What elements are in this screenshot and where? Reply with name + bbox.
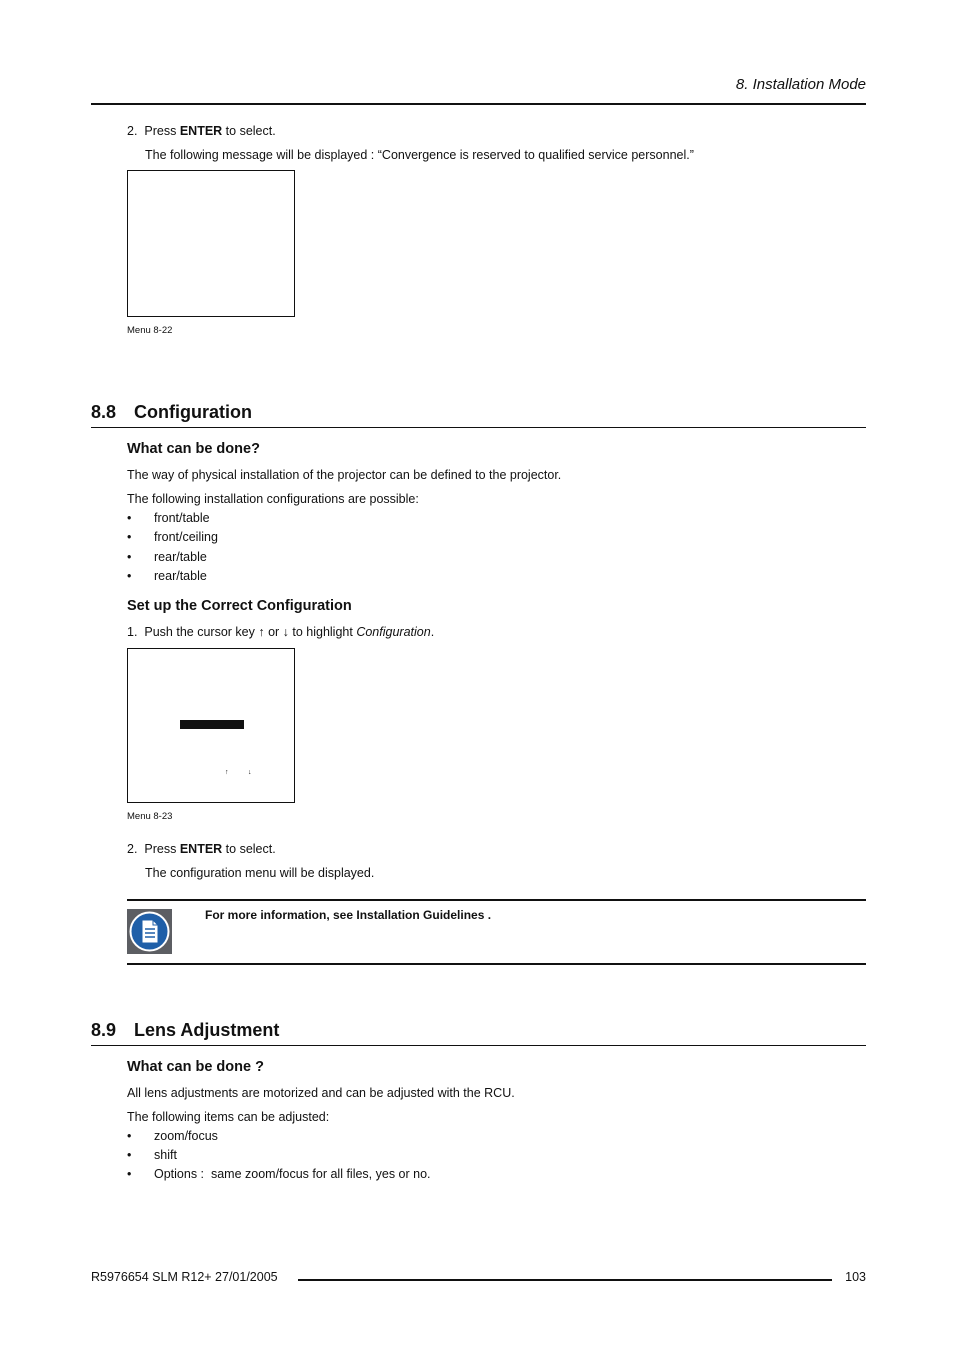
step-text-end: .	[430, 625, 435, 639]
step-text-end: to select.	[222, 124, 276, 138]
chapter-title: 8. Installation Mode	[735, 76, 866, 93]
arrow-up-icon: ↑	[258, 625, 265, 639]
setup-step-2	[127, 841, 276, 857]
header-rule	[91, 103, 866, 105]
note-text: For more information, see Installation Guidelines .	[205, 908, 492, 922]
lens-paragraph-1: All lens adjustments are motorized and can be adjusted with the RCU.	[127, 1086, 515, 1100]
convergence-message: The following message will be displayed : “Convergence is reserved to qualified service personnel.”	[145, 148, 694, 162]
arrow-down-icon: ↓	[282, 625, 289, 639]
setup-heading: Set up the Correct Configuration	[127, 598, 352, 614]
footer-rule	[298, 1279, 832, 1281]
step-text: Press	[144, 842, 180, 856]
section-title: Lens Adjustment	[134, 1020, 280, 1040]
menu-caption-8-22: Menu 8-22	[127, 325, 173, 336]
configuration-item: Configuration	[356, 625, 431, 639]
section-heading-8-9	[91, 1020, 279, 1041]
list-item-text: Options : same zoom/focus for all files, yes or no.	[154, 1167, 431, 1181]
list-item-text: rear/table	[154, 569, 207, 583]
enter-key: ENTER	[179, 124, 223, 138]
list-item: • rear/table	[127, 550, 207, 564]
list-item-text: rear/table	[154, 550, 207, 564]
menu-8-23-screen	[127, 648, 295, 803]
list-item: • zoom/focus	[127, 1129, 218, 1143]
step-number: 2.	[127, 842, 138, 856]
step-number: 1.	[127, 625, 138, 639]
list-item-text: zoom/focus	[154, 1129, 218, 1143]
step-text: Press	[144, 124, 180, 138]
list-item: • shift	[127, 1148, 177, 1162]
list-item: • Options : same zoom/focus for all files, yes or no.	[127, 1167, 431, 1181]
section-rule-8-8	[91, 427, 866, 428]
arrow-down-icon: ↓	[248, 769, 252, 776]
section-title: Configuration	[134, 402, 252, 422]
convergence-step-2	[127, 123, 276, 139]
list-item-text: front/ceiling	[154, 530, 218, 544]
step-text-mid: to highlight	[288, 625, 357, 639]
what-can-be-done-heading: What can be done?	[127, 441, 260, 457]
arrow-up-icon: ↑	[225, 769, 229, 776]
setup-step-2-result: The configuration menu will be displayed.	[145, 866, 375, 880]
step-number: 2.	[127, 124, 138, 138]
step-text: Push the cursor key	[144, 625, 259, 639]
list-item-text: shift	[154, 1148, 177, 1162]
page-number: 103	[845, 1270, 866, 1284]
section-rule-8-9	[91, 1045, 866, 1046]
note-document-icon	[127, 909, 172, 954]
section-number: 8.9	[91, 1020, 117, 1040]
section-heading-8-8	[91, 402, 252, 423]
section-number: 8.8	[91, 402, 117, 422]
setup-step-1	[127, 624, 434, 640]
menu-8-22-screen	[127, 170, 295, 317]
note-bottom-rule	[127, 963, 866, 965]
step-text-or: or	[264, 625, 283, 639]
list-item: • front/table	[127, 511, 210, 525]
lens-paragraph-2: The following items can be adjusted:	[127, 1110, 330, 1124]
enter-key: ENTER	[179, 842, 223, 856]
note-top-rule	[127, 899, 866, 901]
document-icon	[127, 909, 172, 954]
config-paragraph-1: The way of physical installation of the projector can be defined to the projector.	[127, 468, 562, 482]
list-item: • rear/table	[127, 569, 207, 583]
list-item: • front/ceiling	[127, 530, 218, 544]
config-paragraph-2: The following installation configurations are possible:	[127, 492, 419, 506]
footer-doc-ref: R5976654 SLM R12+ 27/01/2005	[91, 1270, 278, 1284]
step-text-end: to select.	[222, 842, 276, 856]
highlight-bar	[180, 720, 244, 729]
menu-caption-8-23: Menu 8-23	[127, 811, 173, 822]
what-can-be-done-heading: What can be done ?	[127, 1059, 264, 1075]
list-item-text: front/table	[154, 511, 210, 525]
